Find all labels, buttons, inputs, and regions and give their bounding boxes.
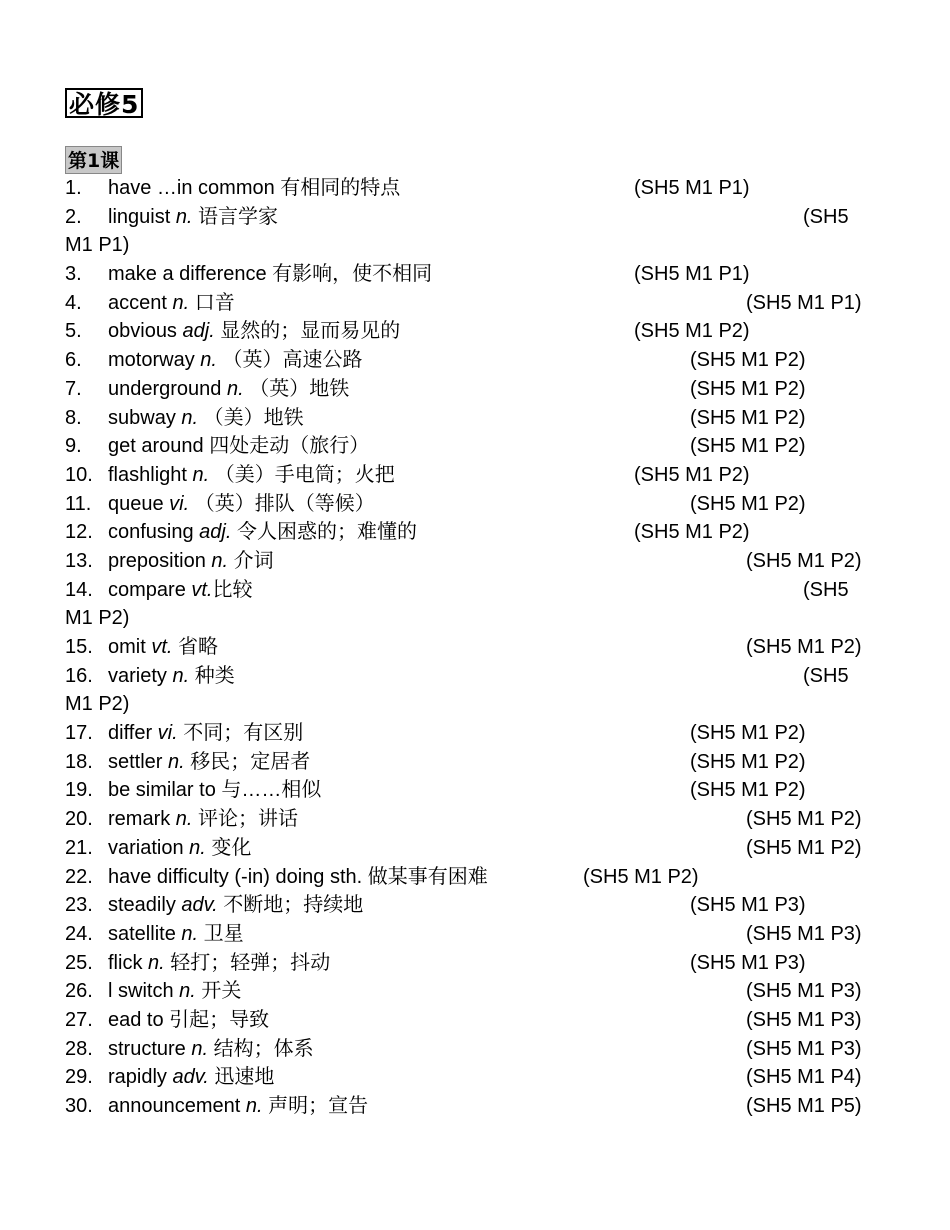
vocab-entry — [108, 834, 251, 863]
part-of-speech: adj. — [182, 320, 215, 343]
list-item — [0, 203, 950, 232]
part-of-speech: n. — [200, 349, 217, 372]
part-of-speech: adv. — [172, 1066, 209, 1089]
vocab-word: flashlight — [108, 463, 193, 486]
list-item — [0, 949, 950, 978]
source-reference: (SH5 M1 P2) — [746, 836, 862, 859]
list-item — [0, 289, 950, 318]
vocab-meaning: 不断地；持续地 — [217, 894, 364, 917]
item-number: 9. — [65, 435, 82, 458]
vocab-entry — [108, 805, 298, 834]
item-number: 7. — [65, 377, 82, 400]
source-reference: (SH5 M1 P3) — [690, 951, 806, 974]
vocab-word: have …in common — [108, 177, 275, 199]
item-number: 6. — [65, 349, 82, 372]
source-reference: (SH5 M1 P2) — [690, 492, 806, 515]
vocab-entry — [108, 920, 244, 949]
section-title: 第1课 — [65, 146, 122, 174]
vocab-meaning: 口音 — [189, 291, 235, 314]
list-item — [0, 662, 950, 691]
vocab-word: steadily — [108, 894, 182, 917]
item-number: 1. — [65, 177, 82, 199]
item-number: 20. — [65, 808, 93, 831]
vocab-entry — [108, 547, 274, 576]
vocab-meaning: 省略 — [172, 636, 219, 658]
vocab-word: make a difference — [108, 263, 267, 286]
part-of-speech: n. — [172, 664, 190, 687]
source-reference: (SH5 M1 P1) — [634, 177, 750, 199]
list-item — [0, 863, 950, 892]
list-item — [0, 977, 950, 1006]
part-of-speech: vt. — [191, 578, 213, 601]
item-number: 19. — [65, 779, 93, 802]
vocab-entry — [108, 891, 363, 920]
item-number: 4. — [65, 291, 82, 314]
list-item — [0, 719, 950, 748]
source-reference: (SH5 M1 P2) — [746, 808, 862, 831]
vocab-word: settler — [108, 750, 169, 773]
vocab-entry — [108, 346, 363, 375]
vocab-meaning: 不同；有区别 — [177, 722, 304, 745]
list-item — [0, 748, 950, 777]
vocab-entry — [108, 203, 278, 232]
part-of-speech: adv. — [181, 894, 218, 917]
list-item — [0, 547, 950, 576]
vocab-entry — [108, 748, 310, 777]
vocab-meaning: 做某事有困难 — [362, 865, 488, 888]
vocab-word: compare — [108, 578, 192, 601]
vocab-word: have difficulty (-in) doing sth. — [108, 865, 363, 888]
vocab-meaning: 有相同的特点 — [274, 177, 401, 199]
item-number: 2. — [65, 205, 82, 228]
source-reference: (SH5 M1 P5) — [746, 1095, 862, 1117]
vocab-word: obvious — [108, 320, 183, 343]
vocab-meaning: 语言学家 — [192, 205, 279, 228]
vocab-word: announcement — [108, 1095, 246, 1117]
list-item — [0, 776, 950, 805]
list-item — [0, 432, 950, 461]
source-reference: (SH5 M1 P2) — [583, 865, 699, 888]
part-of-speech: n. — [191, 1037, 209, 1060]
vocab-meaning: 移民；定居者 — [184, 750, 311, 773]
list-item — [0, 260, 950, 289]
source-reference: (SH5 M1 P3) — [746, 1008, 862, 1031]
vocab-meaning: 与……相似 — [215, 779, 322, 802]
vocab-word: rapidly — [108, 1066, 173, 1089]
vocab-meaning: 介词 — [228, 549, 274, 572]
part-of-speech: n. — [189, 836, 206, 859]
vocab-word: queue — [108, 492, 170, 515]
source-reference: (SH5 M1 P2) — [746, 636, 862, 658]
part-of-speech: n. — [148, 951, 165, 974]
vocab-entry — [108, 432, 369, 461]
part-of-speech: n. — [245, 1095, 263, 1117]
item-number: 25. — [65, 951, 93, 974]
vocab-word: variety — [108, 664, 173, 687]
part-of-speech: n. — [179, 980, 196, 1003]
source-reference: (SH5 M1 P2) — [634, 521, 750, 544]
vocab-word: subway — [108, 406, 182, 429]
source-reference: (SH5 — [803, 578, 849, 601]
vocab-word: variation — [108, 836, 190, 859]
part-of-speech: n. — [192, 463, 210, 486]
item-number: 14. — [65, 578, 93, 601]
vocab-list — [0, 174, 950, 1121]
list-item — [0, 834, 950, 863]
vocab-meaning: 迅速地 — [208, 1066, 275, 1089]
item-number: 18. — [65, 750, 93, 773]
list-item — [0, 1035, 950, 1064]
list-item — [0, 461, 950, 490]
item-number: 11. — [65, 492, 92, 515]
vocab-entry — [108, 518, 417, 547]
list-item-continuation — [0, 690, 950, 719]
vocab-entry — [108, 317, 400, 346]
source-reference: (SH5 M1 P1) — [746, 291, 862, 314]
list-item — [0, 920, 950, 949]
vocab-entry — [108, 404, 304, 433]
part-of-speech: n. — [181, 406, 199, 429]
vocab-word: satellite — [108, 922, 182, 945]
vocab-meaning: 引起；导致 — [163, 1008, 270, 1031]
vocab-entry — [108, 375, 349, 404]
item-number: 21. — [65, 836, 93, 859]
part-of-speech: n. — [172, 291, 190, 314]
part-of-speech: n. — [168, 750, 185, 773]
list-item — [0, 576, 950, 605]
vocab-entry — [108, 776, 321, 805]
part-of-speech: n. — [211, 549, 229, 572]
vocab-meaning: （美）手电筒；火把 — [209, 463, 395, 486]
source-reference: (SH5 M1 P4) — [746, 1066, 862, 1089]
list-item — [0, 346, 950, 375]
vocab-meaning: （英）高速公路 — [216, 349, 363, 372]
vocab-word: preposition — [108, 549, 212, 572]
vocab-word: l switch — [108, 980, 180, 1003]
source-reference: (SH5 M1 P2) — [690, 722, 806, 745]
vocab-entry — [108, 1063, 274, 1092]
source-reference: (SH5 — [803, 664, 849, 687]
vocab-word: confusing — [108, 521, 200, 544]
item-number: 22. — [65, 865, 93, 888]
list-item-continuation — [0, 604, 950, 633]
source-reference: (SH5 M1 P3) — [746, 980, 862, 1003]
item-number: 29. — [65, 1066, 93, 1089]
item-number: 23. — [65, 894, 93, 917]
vocab-entry — [108, 174, 400, 203]
vocab-entry — [108, 490, 375, 519]
vocab-word: remark — [108, 808, 176, 831]
source-reference: (SH5 M1 P2) — [690, 779, 806, 802]
vocab-entry — [108, 576, 253, 605]
list-item — [0, 174, 950, 203]
source-reference: (SH5 M1 P2) — [690, 750, 806, 773]
item-number: 15. — [65, 636, 93, 658]
vocab-entry — [108, 662, 235, 691]
part-of-speech: n. — [226, 377, 244, 400]
list-item — [0, 633, 950, 662]
list-item — [0, 1063, 950, 1092]
vocab-meaning: 种类 — [189, 664, 235, 687]
vocab-entry — [108, 260, 432, 289]
part-of-speech: vi. — [169, 492, 190, 515]
vocab-meaning: 评论；讲话 — [192, 808, 299, 831]
item-number: 28. — [65, 1037, 93, 1060]
item-number: 5. — [65, 320, 82, 343]
item-number: 17. — [65, 722, 93, 745]
item-number: 30. — [65, 1095, 93, 1117]
list-item — [0, 490, 950, 519]
source-reference: (SH5 M1 P3) — [746, 922, 862, 945]
vocab-meaning: 比较 — [212, 578, 253, 601]
vocab-meaning: 有影响，使不相同 — [266, 263, 433, 286]
source-reference: (SH5 M1 P2) — [690, 435, 806, 458]
part-of-speech: n. — [175, 808, 193, 831]
vocab-entry — [108, 633, 218, 662]
part-of-speech: vt. — [151, 636, 173, 658]
vocab-word: motorway — [108, 349, 201, 372]
source-reference: (SH5 M1 P2) — [634, 463, 750, 486]
vocab-entry — [108, 863, 488, 892]
item-number: 10. — [65, 463, 93, 486]
vocab-entry — [108, 1035, 314, 1064]
source-reference: (SH5 M1 P3) — [690, 894, 806, 917]
vocab-entry — [108, 461, 395, 490]
part-of-speech: vi. — [157, 722, 178, 745]
list-item — [0, 317, 950, 346]
vocab-word: differ — [108, 722, 158, 745]
source-reference: (SH5 M1 P2) — [690, 349, 806, 372]
vocab-meaning: 开关 — [195, 980, 242, 1003]
vocab-meaning: 变化 — [205, 836, 252, 859]
item-number: 26. — [65, 980, 93, 1003]
vocab-word: underground — [108, 377, 227, 400]
vocab-meaning: （英）地铁 — [243, 377, 350, 400]
vocab-word: get around — [108, 435, 204, 458]
vocab-meaning: 令人困惑的；难懂的 — [231, 521, 417, 544]
vocab-meaning: 声明；宣告 — [262, 1095, 369, 1117]
vocab-word: flick — [108, 951, 148, 974]
item-number: 24. — [65, 922, 93, 945]
vocab-word: omit — [108, 636, 152, 658]
vocab-meaning: 显然的；显而易见的 — [214, 320, 401, 343]
list-item — [0, 404, 950, 433]
vocab-entry — [108, 1092, 368, 1121]
source-reference: (SH5 M1 P1) — [634, 263, 750, 286]
vocab-word: linguist — [108, 205, 176, 228]
list-item — [0, 1006, 950, 1035]
vocab-meaning: 轻打；轻弹；抖动 — [164, 951, 331, 974]
item-number: 8. — [65, 406, 82, 429]
list-item — [0, 375, 950, 404]
vocab-entry — [108, 1006, 269, 1035]
vocab-meaning: 结构；体系 — [208, 1037, 314, 1060]
part-of-speech: n. — [181, 922, 199, 945]
source-reference: (SH5 M1 P2) — [690, 406, 806, 429]
vocab-meaning: 卫星 — [198, 922, 244, 945]
source-reference: (SH5 M1 P2) — [690, 377, 806, 400]
list-item — [0, 805, 950, 834]
vocab-word: structure — [108, 1037, 192, 1060]
list-item — [0, 1092, 950, 1121]
vocab-entry — [108, 719, 303, 748]
source-reference-continued: M1 P2) — [65, 607, 130, 630]
source-reference: (SH5 M1 P3) — [746, 1037, 862, 1060]
item-number: 12. — [65, 521, 93, 544]
item-number: 16. — [65, 664, 93, 687]
item-number: 27. — [65, 1008, 93, 1031]
source-reference-continued: M1 P1) — [65, 234, 130, 257]
page-title: 必修5 — [65, 88, 143, 118]
list-item — [0, 518, 950, 547]
item-number: 13. — [65, 549, 93, 572]
list-item-continuation — [0, 231, 950, 260]
item-number: 3. — [65, 263, 82, 286]
vocab-meaning: （美）地铁 — [198, 406, 304, 429]
vocab-entry — [108, 949, 330, 978]
part-of-speech: n. — [175, 205, 193, 228]
vocab-meaning: 四处走动（旅行） — [203, 435, 370, 458]
part-of-speech: adj. — [199, 521, 232, 544]
vocab-meaning: （英）排队（等候） — [189, 492, 375, 515]
vocab-entry — [108, 977, 241, 1006]
source-reference-continued: M1 P2) — [65, 693, 130, 716]
vocab-word: accent — [108, 291, 173, 314]
vocab-word: be similar to — [108, 779, 216, 802]
list-item — [0, 891, 950, 920]
vocab-word: ead to — [108, 1008, 164, 1031]
source-reference: (SH5 M1 P2) — [634, 320, 750, 343]
source-reference: (SH5 M1 P2) — [746, 549, 862, 572]
source-reference: (SH5 — [803, 205, 849, 228]
vocab-entry — [108, 289, 235, 318]
